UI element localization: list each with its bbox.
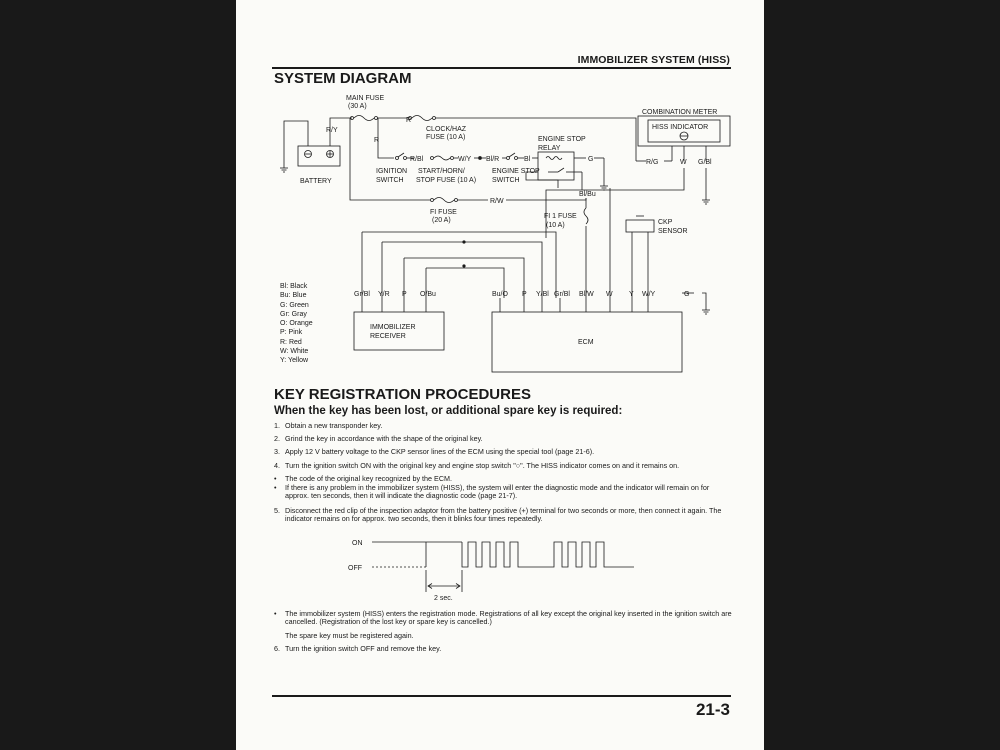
ckp-sensor-box [626, 220, 654, 232]
step-number: 1. [274, 421, 280, 430]
sensor-label: SENSOR [658, 228, 688, 235]
fi-fuse-rating-label: (20 A) [432, 217, 451, 224]
procedure-subtitle: When the key has been lost, or additional spare key is required: [274, 405, 623, 417]
section-header: IMMOBILIZER SYSTEM (HISS) [577, 54, 730, 66]
receiver-pin-label: Gr/Bl [354, 291, 370, 298]
bi-wire-label: Bl [524, 156, 531, 163]
combination-meter-box [638, 116, 730, 146]
step-text: Disconnect the red clip of the inspection adaptor from the battery positive (+) terminal for two seconds or more, then connect it again. The indicator remains on for approx. two seconds, then it blinks four times repeatedly. [285, 506, 722, 524]
receiver-pin-label: Y/R [378, 291, 390, 298]
procedure-step [274, 435, 732, 443]
footer-rule [272, 695, 731, 697]
r-w-wire-label: R/W [490, 198, 504, 205]
bullet: • [274, 474, 277, 483]
battery-label: BATTERY [300, 178, 332, 185]
fi-fuse-label: FI FUSE [430, 209, 457, 216]
note-text: The code of the original key recognized by the ECM. [285, 474, 453, 483]
procedure-note [274, 610, 732, 627]
timing-on-label: ON [352, 540, 363, 547]
step-number: 4. [274, 461, 280, 470]
ecm-pin-label: Gr/Bl [554, 291, 570, 298]
w-y-wire-label: W/Y [458, 156, 472, 163]
note-text: The spare key must be registered again. [285, 631, 414, 640]
procedure-step [274, 645, 732, 653]
procedure-step [274, 507, 732, 524]
ckp-label: CKP [658, 219, 673, 226]
ignition-label: IGNITION [376, 168, 408, 175]
main-fuse-rating-label: (30 A) [348, 103, 367, 110]
main-fuse-label: MAIN FUSE [346, 95, 385, 102]
stop-fuse-label: STOP FUSE (10 A) [416, 177, 477, 184]
engine-stop-switch-label-2: SWITCH [492, 177, 520, 184]
ignition-switch-label: SWITCH [376, 177, 404, 184]
g-relay-wire-label: G [588, 156, 594, 163]
bi-r-wire-label: Bl/R [486, 156, 500, 163]
receiver-pin-label: O/Bu [420, 291, 436, 298]
procedure-step [274, 462, 732, 470]
step-text: Turn the ignition switch ON with the original key and engine stop switch "○". The HISS indicator comes on and it remains on. [285, 461, 680, 470]
r-bi-wire-label: R/Bl [410, 156, 424, 163]
diagram-title: SYSTEM DIAGRAM [274, 70, 412, 87]
step-number: 5. [274, 506, 280, 515]
receiver-pin-label: P [402, 291, 407, 298]
immobilizer-label: IMMOBILIZER [370, 324, 416, 331]
r-wire-top-label: R [406, 117, 412, 124]
procedure-step [274, 422, 732, 430]
bi-bu-wire-label: Bl/Bu [579, 191, 596, 198]
step-number: 2. [274, 434, 280, 443]
w-meter-wire-label: W [680, 159, 687, 166]
legend-item: Y: Yellow [280, 357, 309, 365]
legend-item: O: Orange [280, 320, 313, 328]
start-horn-label: START/HORN/ [418, 168, 465, 175]
g-ecm-wire-label: G [684, 291, 690, 298]
legend-item: Bu: Blue [280, 292, 307, 300]
page-number: 21-3 [695, 700, 730, 719]
relay-label: RELAY [538, 145, 561, 152]
legend-item: R: Red [280, 338, 302, 346]
note-text: If there is any problem in the immobilizer system (HISS), the system will enter the diagnostic mode and the indicator will remain on for approx. ten seconds, then it will indicate the diagnostic code (page 21-7). [285, 483, 710, 501]
ecm-pin-label: Bl/W [579, 291, 594, 298]
step-text: Apply 12 V battery voltage to the CKP sensor lines of the ECM using the special tool (page 21-6). [285, 447, 595, 456]
timing-interval-label: 2 sec. [434, 595, 453, 602]
ecm-label: ECM [578, 339, 594, 346]
step-text: Turn the ignition switch OFF and remove the key. [285, 644, 442, 653]
ecm-pin-label: P [522, 291, 527, 298]
timing-off-label: OFF [348, 565, 362, 572]
legend-item: G: Green [280, 301, 309, 309]
step-text: Grind the key in accordance with the shape of the original key. [285, 434, 483, 443]
step-text: Obtain a new transponder key. [285, 421, 383, 430]
immobilizer-receiver-box [354, 312, 444, 350]
note-text: The immobilizer system (HISS) enters the registration mode. Registrations of all key except the original key inserted in the ignition switch are cancelled. (Registration of the lost key or spare key is cancelled.) [285, 609, 732, 627]
procedure-title: KEY REGISTRATION PROCEDURES [274, 386, 531, 403]
ecm-pin-label: Bu/O [492, 291, 508, 298]
ecm-pin-label: W [606, 291, 613, 298]
legend-item: Gr: Gray [280, 310, 307, 318]
procedure-note [274, 632, 732, 640]
legend-item: Bl: Black [280, 283, 308, 290]
clock-haz-label: CLOCK/HAZ [426, 126, 467, 133]
engine-stop-switch-label: ENGINE STOP [492, 168, 540, 175]
combination-meter-label: COMBINATION METER [642, 109, 718, 116]
g-bi-wire-label: G/Bl [698, 159, 712, 166]
manual-page [236, 0, 764, 750]
legend-item: W: White [280, 348, 309, 356]
engine-stop-relay-label: ENGINE STOP [538, 136, 586, 143]
ecm-pin-label: Y/Bl [536, 291, 549, 298]
fi1-fuse-rating-label: (10 A) [546, 222, 565, 229]
header-rule [272, 67, 731, 69]
ecm-pin-label: W/Y [642, 291, 656, 298]
step-number: 6. [274, 644, 280, 653]
battery-symbol [298, 146, 340, 166]
hiss-indicator-label: HISS INDICATOR [652, 124, 709, 131]
procedure-step [274, 448, 732, 456]
r-wire-left-label: R [374, 137, 380, 144]
ecm-pin-label: Y [629, 291, 634, 298]
r-g-wire-label: R/G [646, 159, 659, 166]
timing-diagram [236, 534, 764, 604]
procedure-note [274, 484, 732, 501]
step-number: 3. [274, 447, 280, 456]
wiring-diagram [236, 88, 764, 388]
clock-haz-rating-label: FUSE (10 A) [426, 134, 466, 141]
bullet: • [274, 483, 277, 492]
ry-wire-label: R/Y [326, 127, 338, 134]
receiver-label: RECEIVER [370, 333, 406, 340]
legend-item: P: Pink [280, 329, 303, 337]
wire-color-legend [280, 282, 313, 366]
bullet: • [274, 609, 277, 618]
fi1-fuse-label: FI 1 FUSE [544, 213, 577, 220]
